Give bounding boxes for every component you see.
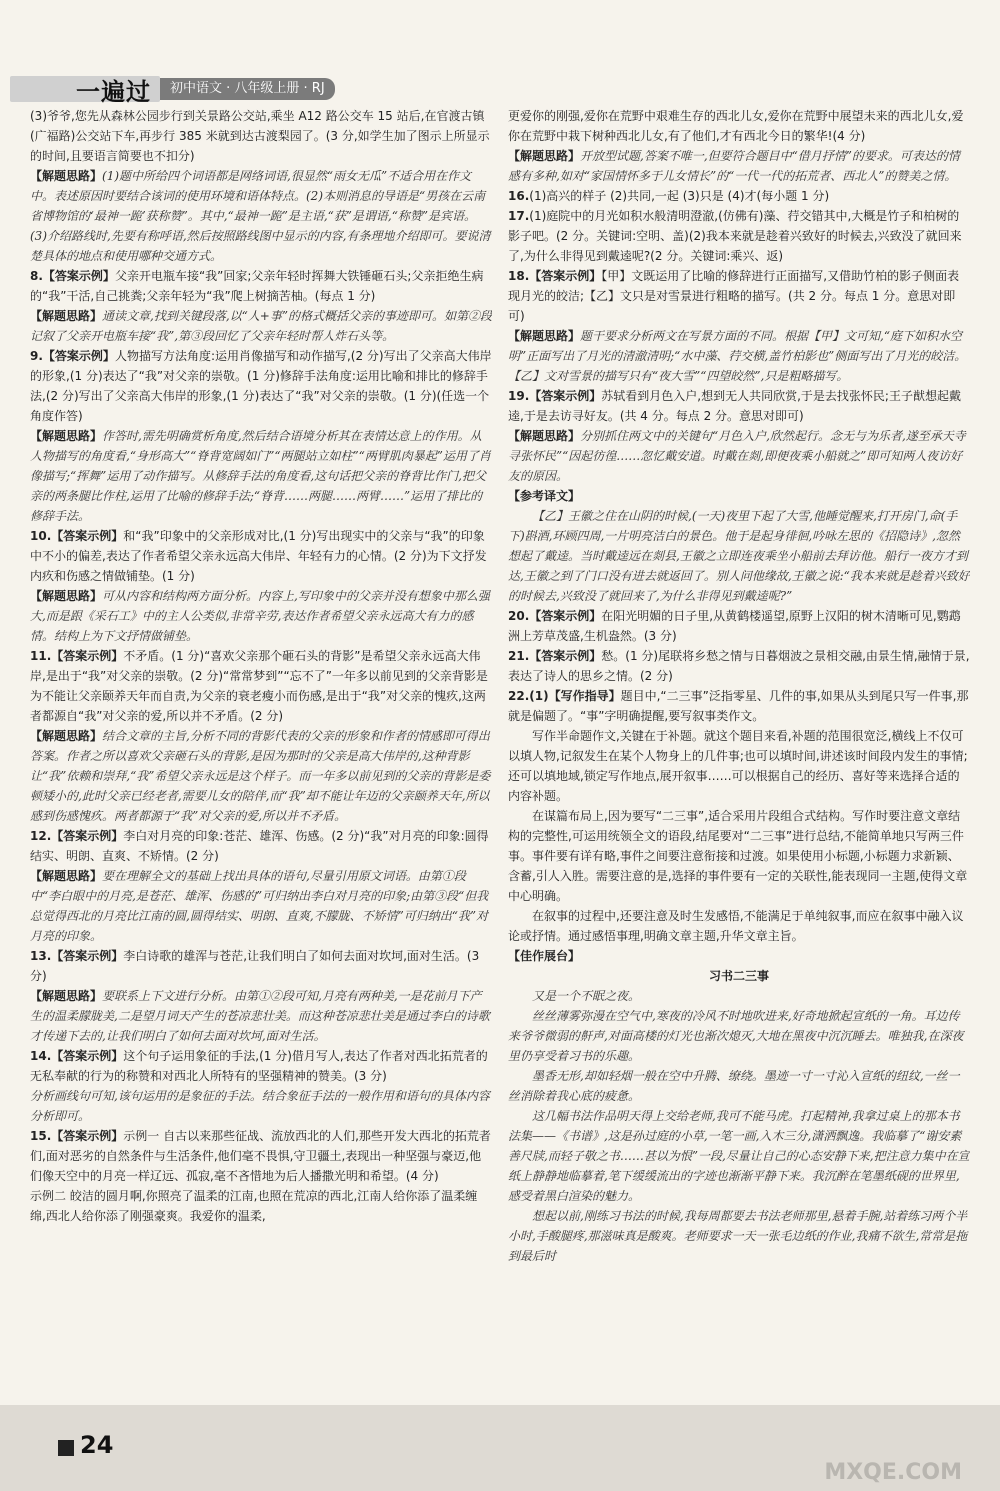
question-number: 22. xyxy=(508,689,530,703)
answer-tag: 【答案示例】 xyxy=(51,649,124,663)
answer-text: 题目中,“二三事”泛指零星、几件的事,如果从头到尾只写一件事,那就是偏题了。“事”字明确提醒,要写叙事类作文。 xyxy=(508,689,969,723)
answer-text: 要联系上下文进行分析。由第①②段可知,月亮有两种美,一是花前月下产生的温柔朦胧美,二是望月词天产生的苍凉悲壮美。而这种苍凉悲壮美是通过李白的诗歌才传递下去的,让我们明白了如何去面对坎坷,面对生活。 xyxy=(30,989,490,1043)
answer-tag: 【答案示例】 xyxy=(51,949,124,963)
answer-tag: 【解题思路】 xyxy=(30,429,103,443)
question-number: 16. xyxy=(508,189,530,203)
answer-text: (3)爷爷,您先从森林公园步行到关景路公交站,乘坐 A12 路公交车 15 站后,在官渡古镇(广福路)公交站下车,再步行 385 米就到达古渡梨园了。(3 分,如学生加了图示上所显示的时间,且要语言简要也不扣分) xyxy=(30,109,490,163)
answer-paragraph xyxy=(508,486,970,506)
answer-tag: 【解题思路】 xyxy=(508,149,581,163)
answer-text: 【乙】王徽之住在山阴的时候,(一天)夜里下起了大雪,他睡觉醒来,打开房门,命(手下)斟酒,环顾四周,一片明亮洁白的景色。他于是起身徘徊,吟咏左思的《招隐诗》,忽然想起了戴逵。当时戴逵远在剡县,王徽之立即连夜乘坐小船前去拜访他。船行一夜方才到达,王徽之到了门口没有进去就返回了。别人问他缘故,王徽之说:“我本来就是趁着兴致好的时候去,兴致没了就回来了,为什么非得见到戴逵呢?” xyxy=(508,509,970,603)
answer-text: 通读文章,找到关键段落,以“人+事”的格式概括父亲的事迹即可。如第②段记叙了父亲开电瓶车接“我”,第③段回忆了父亲年轻时帮人炸石头等。 xyxy=(30,309,492,343)
answer-paragraph xyxy=(30,166,492,266)
answer-paragraph xyxy=(508,946,970,966)
answer-tag: 【参考译文】 xyxy=(508,489,581,503)
answer-paragraph xyxy=(30,306,492,346)
page-footer xyxy=(0,1405,1000,1491)
answer-paragraph xyxy=(30,866,492,946)
right-column xyxy=(508,106,970,1401)
answer-text: 苏轼看到月色入户,想到无人共同欣赏,于是去找张怀民;王子猷想起戴逵,于是去访寻好友。(共 4 分。每点 2 分。意思对即可) xyxy=(508,389,961,423)
answer-paragraph xyxy=(30,986,492,1046)
question-number: 15. xyxy=(30,1129,52,1143)
answer-text: 又是一个不眠之夜。 xyxy=(532,989,641,1003)
answer-text: 这几幅书法作品明天得上交给老师,我可不能马虎。打起精神,我拿过桌上的那本书法集——《书谱》,这是孙过庭的小草,一笔一画,入木三分,潇洒飘逸。我临摹了“谢安素善尺牍,而轻子敬之书……甚以为恨”一段,尽量让自己的心态安静下来,把注意力集中在宣纸上静静地临摹着,笔下缓缓流出的字迹也渐渐平静下来。我沉醉在笔墨纸砚的世界里,感受着黑白渲染的魅力。 xyxy=(508,1109,970,1203)
answer-text: 父亲开电瓶车接“我”回家;父亲年轻时挥舞大铁锤砸石头;父亲拒绝生病的“我”干活,自己挑粪;父亲年轻为“我”爬上树摘苦柚。(每点 1 分) xyxy=(30,269,484,303)
subject-label: 初中语文 · 八年级上册 · RJ xyxy=(160,78,335,100)
page-number: 24 xyxy=(80,1431,114,1459)
answer-text: (1)题中所给四个词语都是网络词语,很显然“雨女无瓜”不适合用在作文中。表述原因时要结合该词的使用环境和语体特点。(2)本则消息的导语是“男孩在云南省博物馆的‘最神一跪’获称赞”。其中,“最神一跪”是主语,“获”是谓语,“称赞”是宾语。(3)介绍路线时,先要有称呼语,然后按照路线图中显示的内容,有条理地介绍即可。要说清楚具体的地点和使用哪种交通方式。 xyxy=(30,169,491,263)
answer-text: 写作半命题作文,关键在于补题。就这个题目来看,补题的范围很宽泛,横线上不仅可以填人物,记叙发生在某个人物身上的几件事;也可以填时间,讲述该时间段内发生的事情;还可以填地域,锁定写作地点,展开叙事……可以根据自己的经历、喜好等来选择合适的内容补题。 xyxy=(508,729,968,803)
answer-text: 开放型试题,答案不唯一,但要符合题目中“借月抒情”的要求。可表达的情感有多种,如对“家国情怀多于儿女情长”的“一代一代的拓荒者、西北人”的赞美之情。 xyxy=(508,149,960,183)
answer-paragraph xyxy=(508,646,970,686)
answer-paragraph xyxy=(508,1006,970,1066)
answer-text: 和“我”印象中的父亲形成对比,(1 分)写出现实中的父亲与“我”的印象中不小的偏差,表达了作者希望父亲永远高大伟岸、年轻有力的心情。(2 分)为下文抒发内疚和伤感之情做铺垫。(1 分) xyxy=(30,529,487,583)
answer-paragraph xyxy=(508,1206,970,1266)
answer-tag: 【答案示例】 xyxy=(529,609,602,623)
question-number: 10. xyxy=(30,529,52,543)
question-number: 11. xyxy=(30,649,52,663)
answer-text: 作答时,需先明确赏析角度,然后结合语境分析其在表情达意上的作用。从人物描写的角度看,“身形高大”“脊背宽阔如门”“两腿站立如柱”“两臂肌肉暴起”运用了肖像描写;“挥舞”运用了动作描写。从修辞手法的角度看,这句话把父亲的脊背比作门,把父亲的两条腿比作柱,运用了比喻的修辞手法;“脊背……两腿……两臂……”运用了排比的修辞手法。 xyxy=(30,429,491,523)
answer-text: 这个句子运用象征的手法,(1 分)借月写人,表达了作者对西北拓荒者的无私奉献的行为的称赞和对西北人所特有的坚强精神的赞美。(3 分) xyxy=(30,1049,488,1083)
answer-paragraph xyxy=(508,146,970,186)
answer-tag: (1)【写作指导】 xyxy=(529,689,621,703)
answer-tag: 【解题思路】 xyxy=(30,729,103,743)
answer-text: 结合文章的主旨,分析不同的背影代表的父亲的形象和作者的情感即可得出答案。作者之所以喜欢父亲砸石头的背影,是因为那时的父亲是高大伟岸的,这种背影让“我”依赖和崇拜,“我”希望父亲永远是这个样子。而一年多以前见到的父亲的背影是委顿矮小的,此时父亲已经老者,需要儿女的陪伴,而“我”却不能让年迈的父亲颐养天年,所以感到伤感愧疚。两者都源于“我”对父亲的爱,所以并不矛盾。 xyxy=(30,729,491,823)
answer-paragraph xyxy=(508,326,970,386)
answer-text: 愁。(1 分)尾联将乡愁之情与日暮烟波之景相交融,由景生情,融情于景,表达了诗人的思乡之情。(2 分) xyxy=(508,649,970,683)
answer-paragraph xyxy=(30,106,492,166)
answer-tag: 【解题思路】 xyxy=(30,309,103,323)
watermark: MXQE.COM xyxy=(824,1460,962,1485)
answer-paragraph xyxy=(30,266,492,306)
answer-text: 习书二三事 xyxy=(708,969,769,983)
question-number: 14. xyxy=(30,1049,52,1063)
left-column xyxy=(30,106,492,1401)
answer-paragraph xyxy=(30,946,492,986)
answer-tag: 【答案示例】 xyxy=(529,269,602,283)
answer-paragraph xyxy=(30,1046,492,1086)
answer-text: 丝丝薄雾弥漫在空气中,寒夜的冷风不时地吹进来,好奇地掀起宣纸的一角。耳边传来爷爷微弱的鼾声,对面高楼的灯光也渐次熄灭,大地在黑夜中沉沉睡去。唯独我,在深夜里仍享受着习书的乐趣。 xyxy=(508,1009,964,1063)
answer-paragraph xyxy=(30,526,492,586)
answer-paragraph xyxy=(508,606,970,646)
answer-paragraph xyxy=(30,826,492,866)
answer-paragraph xyxy=(30,586,492,646)
answer-text: 【甲】文既运用了比喻的修辞进行正面描写,又借助竹柏的影子侧面表现月光的皎洁;【乙】文只是对雪景进行粗略的描写。(共 2 分。每点 1 分。意思对即可) xyxy=(508,269,960,323)
answer-text: 示例一 自古以来那些征战、流放西北的人们,那些开发大西北的拓荒者们,面对恶劣的自然条件与生活条件,他们毫不畏惧,守卫疆土,表现出一种坚强与豪迈,他们像天空中的月亮一样辽远、孤寂,毫不吝惜地为后人播撒光明和希望。(4 分) xyxy=(30,1129,491,1183)
answer-paragraph xyxy=(508,206,970,266)
answer-tag: 【答案示例】 xyxy=(529,649,602,663)
answer-paragraph xyxy=(30,1086,492,1126)
answer-tag: 【答案示例】 xyxy=(42,349,115,363)
answer-paragraph xyxy=(30,1126,492,1186)
page-header xyxy=(0,0,1000,106)
answer-text: (1)庭院中的月光如积水般清明澄澈,(仿佛有)藻、荇交错其中,大概是竹子和柏树的影子吧。(2 分。关键词:空明、盖)(2)我本来就是趁着兴致好的时候去,兴致没了就回来了,为什么非得见到戴逵呢?(2 分。关键词:乘兴、返) xyxy=(508,209,962,263)
answer-paragraph xyxy=(508,266,970,326)
question-number: 21. xyxy=(508,649,530,663)
answer-paragraph xyxy=(508,966,970,986)
answer-text: (1)高兴的样子 (2)共同,一起 (3)只是 (4)才(每小题 1 分) xyxy=(529,189,830,203)
answer-paragraph xyxy=(30,426,492,526)
answer-paragraph xyxy=(508,686,970,726)
answer-text: 示例二 皎洁的圆月啊,你照亮了温柔的江南,也照在荒凉的西北,江南人给你添了温柔缠绵,西北人给你添了刚强豪爽。我爱你的温柔, xyxy=(30,1189,478,1223)
answer-tag: 【答案示例】 xyxy=(51,1049,124,1063)
answer-text: 李白对月亮的印象:苍茫、雄浑、伤感。(2 分)“我”对月亮的印象:圆得结实、明朗、直爽、不矫情。(2 分) xyxy=(30,829,489,863)
answer-text: 更爱你的刚强,爱你在荒野中艰难生存的西北儿女,爱你在荒野中展望未来的西北儿女,爱你在荒野中栽下树种西北儿女,有了他们,才有西北今日的繁华!(4 分) xyxy=(508,109,964,143)
answer-text: 李白诗歌的雄浑与苍茫,让我们明白了如何去面对坎坷,面对生活。(3 分) xyxy=(30,949,480,983)
answer-paragraph xyxy=(30,726,492,826)
answer-paragraph xyxy=(508,386,970,426)
answer-tag: 【解题思路】 xyxy=(30,989,103,1003)
answer-text: 想起以前,刚练习书法的时候,我每周都要去书法老师那里,悬着手腕,站着练习两个半小时,手酸腿疼,那滋味真是酸爽。老师要求一天一张毛边纸的作业,我痛不欲生,常常是拖到最后时 xyxy=(508,1209,968,1263)
answer-tag: 【解题思路】 xyxy=(508,329,581,343)
answer-text: 在谋篇布局上,因为要写“二三事”,适合采用片段组合式结构。写作时要注意文章结构的完整性,可运用统领全文的语段,结尾要对“二三事”进行总结,不能简单地只写两三件事。事件要有详有略,事件之间要注意衔接和过渡。如果使用小标题,小标题力求新颖、含蓄,引人入胜。需要注意的是,选择的事件要有一定的关联性,能表现同一主题,使得文章中心明确。 xyxy=(508,809,968,903)
answer-text: 人物描写方法角度:运用肖像描写和动作描写,(2 分)写出了父亲高大伟岸的形象,(1 分)表达了“我”对父亲的崇敬。(1 分)修辞手法角度:运用比喻和排比的修辞手法,(2 分)写出了父亲高大伟岸的形象,(1 分)表达了“我”对父亲的崇敬。(1 分)(任选一个角度作答) xyxy=(30,349,492,423)
answer-text: 题干要求分析两文在写景方面的不同。根据【甲】文可知,“庭下如积水空明”正面写出了月光的清澈清明;“水中藻、荇交横,盖竹柏影也”侧面写出了月光的皎洁。【乙】文对雪景的描写只有“夜大雪”“四望皎然”,只是粗略描写。 xyxy=(508,329,967,383)
question-number: 18. xyxy=(508,269,530,283)
answer-text: 在阳光明媚的日子里,从黄鹤楼遥望,原野上汉阳的树木清晰可见,鹦鹉洲上芳草茂盛,生机盎然。(3 分) xyxy=(508,609,961,643)
page-marker-icon xyxy=(58,1440,74,1456)
answer-text: 分析画线句可知,该句运用的是象征的手法。结合象征手法的一般作用和语句的具体内容分析即可。 xyxy=(30,1089,490,1123)
answer-tag: 【答案示例】 xyxy=(529,389,602,403)
answer-paragraph xyxy=(508,906,970,946)
answer-tag: 【答案示例】 xyxy=(51,1129,124,1143)
question-number: 13. xyxy=(30,949,52,963)
answer-paragraph xyxy=(508,506,970,606)
answer-text: 不矛盾。(1 分)“喜欢父亲那个砸石头的背影”是希望父亲永远高大伟岸,是出于“我”对父亲的崇敬。(2 分)“常常梦到”“忘不了”一年多以前见到的父亲背影是为不能让父亲颐养天年而自责,为父亲的衰老瘦小而伤感,是出于“我”对父亲的愧疚,这两者都源自“我”对父亲的爱,所以并不矛盾。(2 分) xyxy=(30,649,488,723)
answer-text: 要在理解全文的基础上找出具体的语句,尽量引用原文词语。由第①段中“李白眼中的月亮,是苍茫、雄浑、伤感的”可归纳出李白对月亮的印象;由第③段“但我总觉得西北的月亮比江南的圆,圆得结实、明朗、直爽,不朦胧、不矫情”可归纳出“我”对月亮的印象。 xyxy=(30,869,489,943)
answer-tag: 【答案示例】 xyxy=(51,529,124,543)
answer-text: 分别抓住两文中的关键句“月色入户,欣然起行。念无与为乐者,遂至承天寺寻张怀民”“因起彷徨……忽忆戴安道。时戴在剡,即便夜乘小船就之”即可知两人夜访好友的原因。 xyxy=(508,429,966,483)
answer-paragraph xyxy=(30,346,492,426)
answer-paragraph xyxy=(508,106,970,146)
answer-paragraph xyxy=(30,646,492,726)
answer-paragraph xyxy=(508,726,970,806)
answer-tag: 【解题思路】 xyxy=(508,429,581,443)
brand-logo xyxy=(10,76,160,106)
answer-tag: 【解题思路】 xyxy=(30,169,103,183)
question-number: 9. xyxy=(30,349,43,363)
answer-tag: 【解题思路】 xyxy=(30,869,103,883)
question-number: 12. xyxy=(30,829,52,843)
question-number: 17. xyxy=(508,209,530,223)
answer-tag: 【答案示例】 xyxy=(51,829,124,843)
answer-tag: 【答案示例】 xyxy=(42,269,115,283)
answer-tag: 【佳作展台】 xyxy=(508,949,581,963)
brand-logo-text: 一遍过 xyxy=(76,77,151,106)
answer-paragraph xyxy=(508,986,970,1006)
answer-text: 在叙事的过程中,还要注意及时生发感悟,不能满足于单纯叙事,而应在叙事中融入议论或抒情。通过感悟事理,明确文章主题,升华文章主旨。 xyxy=(508,909,964,943)
question-number: 8. xyxy=(30,269,43,283)
answer-paragraph xyxy=(508,806,970,906)
question-number: 19. xyxy=(508,389,530,403)
answer-text: 墨香无形,却如轻烟一般在空中升腾、缭绕。墨迹一寸一寸沁入宣纸的纽纹,一丝一丝消除着我心底的疲惫。 xyxy=(508,1069,960,1103)
answer-paragraph xyxy=(508,426,970,486)
answer-paragraph xyxy=(508,1106,970,1206)
answer-paragraph xyxy=(508,186,970,206)
answer-paragraph xyxy=(30,1186,492,1226)
question-number: 20. xyxy=(508,609,530,623)
answer-paragraph xyxy=(508,1066,970,1106)
answer-text: 可从内容和结构两方面分析。内容上,写印象中的父亲并没有想象中那么强大,而是跟《采石工》中的主人公类似,非常辛劳,表达作者希望父亲永远高大有力的感情。结构上为下文抒情做铺垫。 xyxy=(30,589,490,643)
answer-tag: 【解题思路】 xyxy=(30,589,103,603)
